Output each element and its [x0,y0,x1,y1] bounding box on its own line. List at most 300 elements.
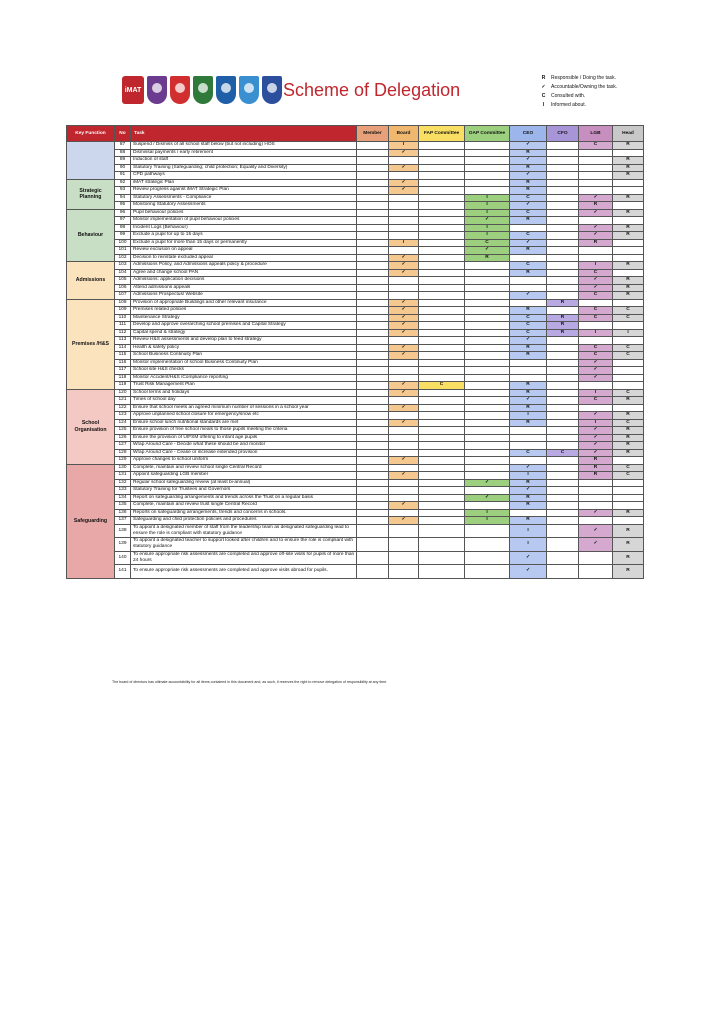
school-crest-icon [262,76,282,104]
cell-board [389,487,419,495]
cell-ceo: C [510,449,547,457]
table-row [67,202,644,210]
cell-lgb [579,551,613,565]
cell-fap [419,292,465,300]
cell-member [357,142,389,150]
cell-member [357,307,389,315]
task-number: 99 [115,232,131,240]
cell-oap [465,382,510,390]
cell-oap: I [465,517,510,525]
task-number: 129 [115,457,131,465]
cell-cfo [547,157,579,165]
cell-lgb: C [579,314,613,322]
cell-member [357,524,389,538]
task-description: School site H&S checks [131,367,357,375]
cell-lgb: C [579,269,613,277]
cell-head [613,337,644,345]
cell-fap [419,565,465,579]
task-description: Review H&S assessments and develop plan to feed strategy [131,337,357,345]
cell-oap [465,149,510,157]
task-number: 96 [115,209,131,217]
task-number: 137 [115,517,131,525]
legend-text: Consulted with. [551,93,586,99]
cell-member [357,434,389,442]
cell-head [613,359,644,367]
table-row [67,397,644,405]
col-oap: OAP Committee [465,126,510,142]
table-row [67,232,644,240]
legend-text: Informed about. [551,102,587,108]
cell-ceo: ✓ [510,337,547,345]
cell-oap: C [465,239,510,247]
cell-head: R [613,565,644,579]
cell-oap: I [465,202,510,210]
cell-lgb: ✓ [579,277,613,285]
table-row [67,224,644,232]
cell-cfo [547,479,579,487]
cell-board: ✓ [389,517,419,525]
legend-item [536,101,617,110]
col-member: Member [357,126,389,142]
cell-head [613,517,644,525]
cell-cfo [547,524,579,538]
cell-cfo [547,254,579,262]
col-cfo: CFO [547,126,579,142]
task-number: 116 [115,359,131,367]
cell-fap [419,397,465,405]
cell-board: ✓ [389,307,419,315]
cell-ceo: R [510,307,547,315]
table-row [67,209,644,217]
cell-board: ✓ [389,457,419,465]
task-description: Exclude a pupil for up to 15 days [131,232,357,240]
cell-lgb [579,517,613,525]
task-number: 103 [115,262,131,270]
cell-lgb [579,254,613,262]
cell-cfo [547,149,579,157]
table-row [67,538,644,552]
cell-head: R [613,284,644,292]
cell-member [357,172,389,180]
cell-member [357,389,389,397]
cell-ceo: R [510,217,547,225]
task-description: Wrap Around Care - Cease or increase extended provision [131,449,357,457]
task-description: Agree and change school PAN [131,269,357,277]
table-row [67,502,644,510]
cell-member [357,502,389,510]
table-row [67,187,644,195]
task-number: 112 [115,329,131,337]
table-row [67,217,644,225]
cell-cfo [547,209,579,217]
cell-fap [419,367,465,375]
col-key-function: Key Function [67,126,115,142]
cell-member [357,277,389,285]
task-description: Monitor Accident/H&S /Compliance reporting [131,374,357,382]
key-function-cell: Safeguarding [67,464,115,578]
task-description: Appoint safeguarding LGB member [131,472,357,480]
cell-lgb: ✓ [579,359,613,367]
cell-oap [465,419,510,427]
school-crest-icon [216,76,236,104]
cell-ceo: ✓ [510,565,547,579]
task-number: 141 [115,565,131,579]
task-description: Approve changes to school uniform [131,457,357,465]
cell-head: C [613,314,644,322]
task-number: 100 [115,239,131,247]
cell-oap: ✓ [465,494,510,502]
cell-fap [419,232,465,240]
cell-board [389,209,419,217]
cell-oap [465,262,510,270]
cell-member [357,329,389,337]
task-description: CPD pathways [131,172,357,180]
cell-lgb [579,565,613,579]
cell-member [357,449,389,457]
cell-member [357,314,389,322]
cell-cfo [547,457,579,465]
task-number: 102 [115,254,131,262]
cell-ceo: R [510,479,547,487]
cell-lgb [579,299,613,307]
cell-board [389,524,419,538]
cell-ceo: R [510,382,547,390]
cell-board [389,434,419,442]
cell-board [389,224,419,232]
cell-fap [419,164,465,172]
cell-head: R [613,292,644,300]
cell-head: C [613,472,644,480]
cell-member [357,494,389,502]
table-row [67,179,644,187]
cell-lgb: C [579,142,613,150]
task-number: 113 [115,337,131,345]
cell-oap [465,269,510,277]
cell-oap [465,359,510,367]
task-number: 111 [115,322,131,330]
cell-lgb: C [579,344,613,352]
table-row [67,254,644,262]
cell-head: R [613,262,644,270]
cell-oap [465,457,510,465]
cell-fap [419,269,465,277]
cell-cfo: C [547,449,579,457]
cell-oap [465,412,510,420]
task-number: 95 [115,202,131,210]
cell-member [357,397,389,405]
cell-fap [419,404,465,412]
cell-cfo [547,344,579,352]
cell-oap [465,472,510,480]
task-number: 125 [115,427,131,435]
cell-oap [465,322,510,330]
cell-lgb [579,404,613,412]
cell-ceo: R [510,502,547,510]
legend-key: I [542,102,545,108]
task-description: Attend admissions appeals [131,284,357,292]
cell-lgb: ✓ [579,367,613,375]
cell-ceo: R [510,344,547,352]
cell-board [389,479,419,487]
cell-ceo: R [510,149,547,157]
cell-lgb: I [579,262,613,270]
cell-lgb: ✓ [579,434,613,442]
cell-cfo [547,397,579,405]
cell-fap [419,239,465,247]
cell-fap [419,494,465,502]
cell-board [389,494,419,502]
cell-lgb [579,172,613,180]
cell-fap [419,359,465,367]
cell-cfo [547,419,579,427]
table-row [67,382,644,390]
cell-lgb: C [579,307,613,315]
cell-cfo [547,262,579,270]
cell-fap [419,502,465,510]
cell-oap [465,374,510,382]
cell-ceo: ✓ [510,487,547,495]
cell-board: ✓ [389,164,419,172]
cell-oap [465,427,510,435]
task-number: 91 [115,172,131,180]
cell-lgb: C [579,397,613,405]
cell-fap [419,419,465,427]
cell-ceo: R [510,187,547,195]
cell-oap [465,442,510,450]
cell-lgb: R [579,457,613,465]
cell-board [389,412,419,420]
cell-board [389,172,419,180]
cell-lgb: I [579,329,613,337]
table-row [67,299,644,307]
cell-ceo: ✓ [510,202,547,210]
table-row [67,194,644,202]
task-number: 139 [115,538,131,552]
key-function-cell: Premises /H&S [67,299,115,389]
cell-cfo [547,565,579,579]
cell-fap [419,352,465,360]
cell-head [613,404,644,412]
cell-member [357,337,389,345]
cell-member [357,217,389,225]
cell-head: R [613,509,644,517]
cell-board: ✓ [389,352,419,360]
cell-oap [465,434,510,442]
table-row [67,292,644,300]
cell-cfo [547,239,579,247]
task-description: Capital spend & strategy [131,329,357,337]
task-number: 132 [115,479,131,487]
cell-fap [419,442,465,450]
cell-board: ✓ [389,419,419,427]
task-description: Dismissal payments / early retirement [131,149,357,157]
table-row [67,427,644,435]
cell-board: ✓ [389,344,419,352]
task-number: 89 [115,157,131,165]
table-row [67,284,644,292]
cell-fap [419,464,465,472]
cell-member [357,551,389,565]
task-number: 135 [115,502,131,510]
cell-lgb: ✓ [579,284,613,292]
cell-fap [419,217,465,225]
key-function-cell: Strategic Planning [67,179,115,209]
cell-oap [465,538,510,552]
table-row [67,329,644,337]
table-row [67,172,644,180]
task-number: 117 [115,367,131,375]
cell-fap [419,472,465,480]
table-row [67,524,644,538]
task-description: Report on safeguarding arrangements and trends across the Trust on a regular basis [131,494,357,502]
cell-board: ✓ [389,322,419,330]
cell-head: R [613,224,644,232]
table-row [67,277,644,285]
cell-lgb [579,164,613,172]
cell-fap [419,157,465,165]
cell-oap [465,142,510,150]
cell-member [357,284,389,292]
task-number: 120 [115,389,131,397]
task-description: Ensure provision of free school meals to those pupils meeting the criteria [131,427,357,435]
task-number: 124 [115,419,131,427]
cell-board [389,442,419,450]
cell-head: C [613,307,644,315]
cell-member [357,157,389,165]
cell-board [389,217,419,225]
cell-cfo [547,502,579,510]
cell-member [357,344,389,352]
cell-ceo [510,427,547,435]
cell-head [613,149,644,157]
cell-member [357,269,389,277]
cell-lgb: ✓ [579,412,613,420]
cell-board: ✓ [389,269,419,277]
cell-board [389,565,419,579]
cell-member [357,442,389,450]
cell-head: R [613,209,644,217]
cell-oap [465,464,510,472]
cell-cfo [547,442,579,450]
cell-oap: ✓ [465,247,510,255]
cell-lgb [579,502,613,510]
task-description: Complete, maintain and review trust single Central Record [131,502,357,510]
cell-member [357,517,389,525]
cell-head [613,239,644,247]
task-description: Reports on safeguarding arrangements, trends and concerns in schools. [131,509,357,517]
school-crest-icon [147,76,167,104]
cell-fap [419,517,465,525]
cell-member [357,322,389,330]
cell-lgb: C [579,352,613,360]
task-description: Trust Risk Management Plan [131,382,357,390]
task-number: 109 [115,307,131,315]
cell-cfo: R [547,299,579,307]
cell-cfo [547,404,579,412]
cell-fap [419,412,465,420]
cell-fap [419,172,465,180]
page-title: Scheme of Delegation [283,80,461,100]
task-number: 121 [115,397,131,405]
legend-text: Responsible / Doing the task. [551,75,617,81]
task-description: Approve unplanned school closure for emergency/snow etc [131,412,357,420]
cell-fap [419,224,465,232]
cell-lgb [579,217,613,225]
cell-lgb [579,179,613,187]
cell-oap [465,449,510,457]
cell-fap [419,142,465,150]
cell-board [389,449,419,457]
task-description: To ensure appropriate risk assessments are completed and approve off-site visits for pupils of more than 24 hours [131,551,357,565]
cell-head: R [613,434,644,442]
task-number: 97 [115,217,131,225]
col-board: Board [389,126,419,142]
task-number: 138 [115,524,131,538]
task-number: 105 [115,277,131,285]
cell-head [613,502,644,510]
task-description: Monitor implementation of school Business Continuity Plan [131,359,357,367]
task-description: Monitor implementation of pupil behaviour policies [131,217,357,225]
cell-head: R [613,397,644,405]
cell-board [389,157,419,165]
cell-member [357,472,389,480]
task-description: To ensure appropriate risk assessments are completed and approve visits abroad for pupils. [131,565,357,579]
cell-ceo: I [510,538,547,552]
cell-lgb: R [579,239,613,247]
key-function-cell: Behaviour [67,209,115,262]
school-logos [122,76,282,104]
cell-oap [465,277,510,285]
cell-member [357,247,389,255]
cell-fap [419,344,465,352]
table-row [67,307,644,315]
task-number: 127 [115,442,131,450]
cell-lgb: R [579,464,613,472]
cell-cfo: R [547,322,579,330]
cell-ceo [510,284,547,292]
cell-member [357,149,389,157]
cell-cfo [547,247,579,255]
cell-member [357,299,389,307]
cell-lgb: ✓ [579,209,613,217]
cell-member [357,509,389,517]
task-number: 110 [115,314,131,322]
cell-ceo: C [510,232,547,240]
cell-ceo [510,374,547,382]
legend-key: ✓ [541,84,546,90]
legend-item [536,92,617,101]
task-number: 94 [115,194,131,202]
cell-board [389,359,419,367]
cell-board: I [389,142,419,150]
task-description: Review exclusion on appeal [131,247,357,255]
cell-lgb: ✓ [579,232,613,240]
cell-cfo [547,142,579,150]
cell-oap [465,172,510,180]
cell-board: ✓ [389,389,419,397]
col-no: No [115,126,131,142]
cell-ceo: R [510,164,547,172]
cell-member [357,164,389,172]
cell-head: R [613,524,644,538]
cell-ceo: I [510,412,547,420]
task-number: 92 [115,179,131,187]
task-number: 87 [115,142,131,150]
table-row [67,142,644,150]
cell-cfo [547,179,579,187]
cell-head: C [613,352,644,360]
task-description: Review progress against iMAT Strategic Plan [131,187,357,195]
